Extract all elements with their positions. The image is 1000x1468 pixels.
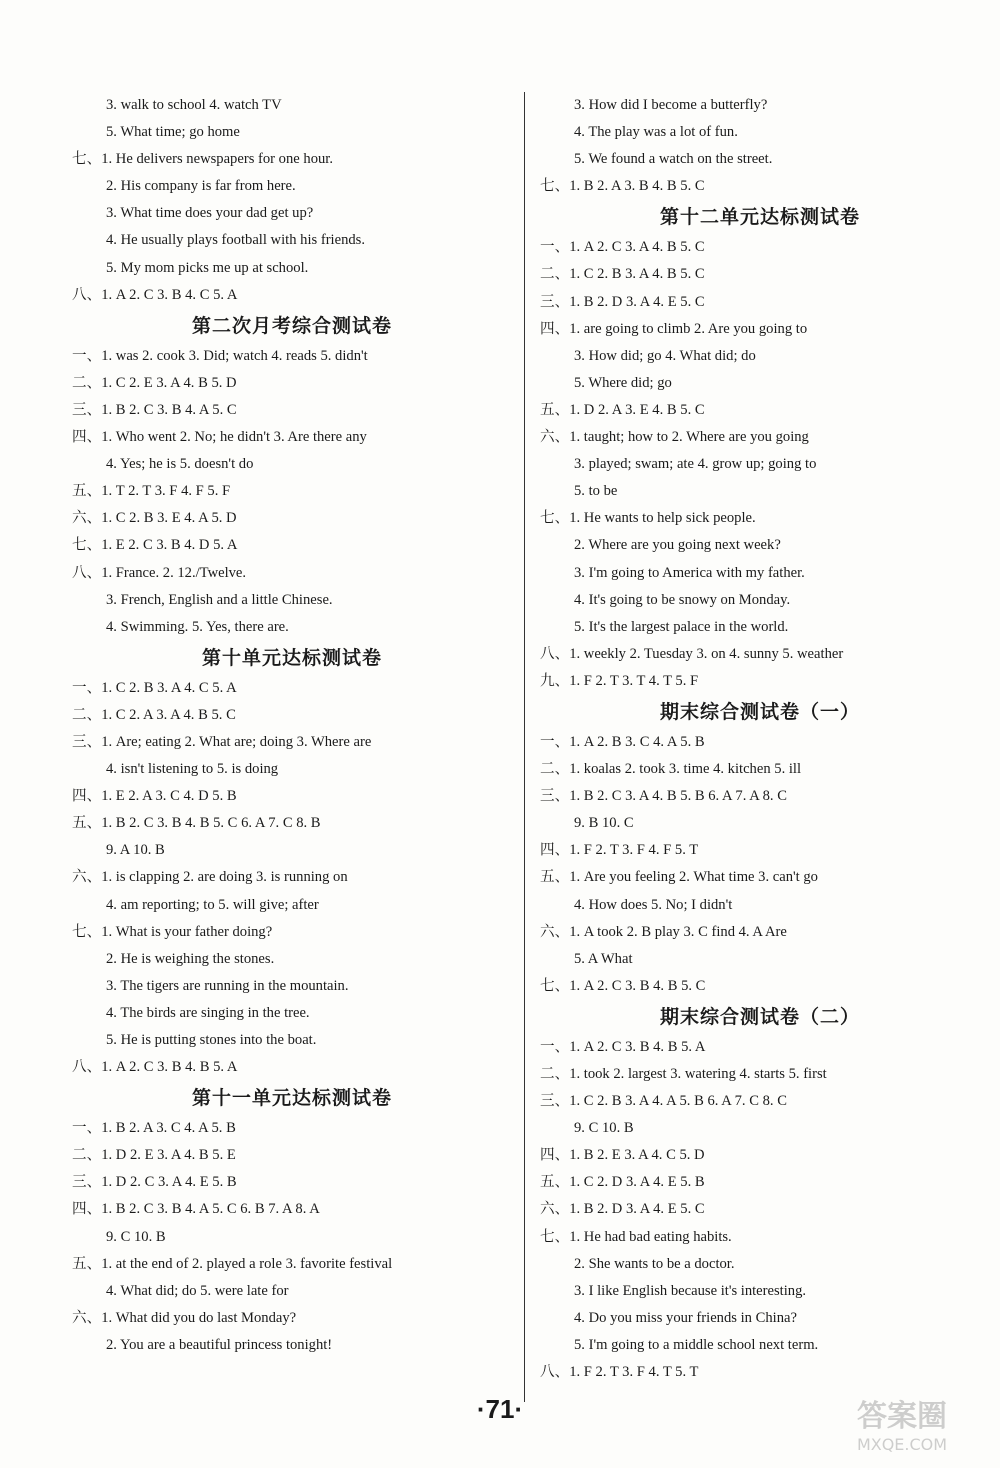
answer-line: 二、1. D 2. E 3. A 4. B 5. E <box>72 1147 236 1164</box>
answer-line: 2. His company is far from here. <box>106 178 296 195</box>
answer-line: 八、1. weekly 2. Tuesday 3. on 4. sunny 5. weather <box>540 645 844 662</box>
answer-line: 2. You are a beautiful princess tonight! <box>106 1336 333 1353</box>
section-heading: 期末综合测试卷（一） <box>659 700 860 723</box>
answer-line: 五、1. C 2. D 3. A 4. E 5. B <box>540 1174 705 1191</box>
answer-line: 四、1. F 2. T 3. F 4. F 5. T <box>540 842 699 859</box>
answer-line: 9. C 10. B <box>574 1120 634 1137</box>
answer-line: 七、1. What is your father doing? <box>72 923 273 940</box>
answer-line: 三、1. B 2. C 3. A 4. B 5. B 6. A 7. A 8. C <box>540 788 787 805</box>
watermark-text: 答案圈 <box>857 1399 947 1434</box>
answer-line: 五、1. T 2. T 3. F 4. F 5. F <box>72 483 231 500</box>
answer-line: 四、1. are going to climb 2. Are you going to <box>540 320 808 337</box>
answer-line: 3. I'm going to America with my father. <box>574 564 805 581</box>
answer-line: 3. How did I become a butterfly? <box>574 97 768 113</box>
answer-line: 七、1. A 2. C 3. B 4. B 5. C <box>540 977 706 994</box>
answer-line: 5. Where did; go <box>574 374 672 391</box>
answer-line: 八、1. F 2. T 3. F 4. T 5. T <box>540 1364 699 1381</box>
answer-line: 三、1. Are; eating 2. What are; doing 3. Where are <box>72 733 372 750</box>
answer-line: 5. What time; go home <box>106 124 240 141</box>
answer-line: 4. The birds are singing in the tree. <box>106 1004 310 1021</box>
answer-line: 4. Swimming. 5. Yes, there are. <box>106 618 289 635</box>
answer-line: 4. How does 5. No; I didn't <box>574 896 733 913</box>
answer-line: 2. He is weighing the stones. <box>106 950 275 967</box>
answer-line: 六、1. A took 2. B play 3. C find 4. A Are <box>540 923 787 940</box>
answer-line: 5. He is putting stones into the boat. <box>106 1032 317 1048</box>
answer-line: 五、1. Are you feeling 2. What time 3. can't go <box>540 869 818 886</box>
section-heading: 第十单元达标测试卷 <box>201 646 382 669</box>
answer-line: 3. The tigers are running in the mountain. <box>106 977 349 994</box>
answer-line: 4. am reporting; to 5. will give; after <box>106 896 319 913</box>
answer-line: 一、1. C 2. B 3. A 4. C 5. A <box>72 679 237 696</box>
answer-line: 六、1. B 2. D 3. A 4. E 5. C <box>540 1201 705 1218</box>
answer-line: 七、1. He wants to help sick people. <box>540 510 756 527</box>
answer-line: 六、1. What did you do last Monday? <box>72 1309 297 1326</box>
answer-line: 3. How did; go 4. What did; do <box>574 347 756 364</box>
answer-line: 二、1. koalas 2. took 3. time 4. kitchen 5. ill <box>540 761 802 778</box>
answer-line: 9. B 10. C <box>574 815 634 832</box>
answer-line: 一、1. was 2. cook 3. Did; watch 4. reads 5. didn't <box>72 347 368 364</box>
answer-line: 9. C 10. B <box>106 1228 166 1245</box>
answer-line: 3. walk to school 4. watch TV <box>106 97 282 113</box>
answer-line: 四、1. E 2. A 3. C 4. D 5. B <box>72 788 237 805</box>
column-divider <box>524 92 525 1402</box>
answer-line: 5. to be <box>574 483 618 500</box>
answer-line: 4. isn't listening to 5. is doing <box>106 761 279 778</box>
answer-line: 六、1. taught; how to 2. Where are you going <box>540 429 809 446</box>
answer-line: 一、1. A 2. C 3. A 4. B 5. C <box>540 239 705 256</box>
answer-line: 5. My mom picks me up at school. <box>106 259 309 276</box>
answer-line: 4. The play was a lot of fun. <box>574 124 738 141</box>
answer-line: 5. I'm going to a middle school next term. <box>574 1336 819 1353</box>
answer-line: 9. A 10. B <box>106 842 165 859</box>
answer-line: 五、1. D 2. A 3. E 4. B 5. C <box>540 401 705 418</box>
left-column <box>72 92 512 1359</box>
answer-line: 3. I like English because it's interesting. <box>574 1282 807 1299</box>
answer-line: 八、1. A 2. C 3. B 4. C 5. A <box>72 286 238 303</box>
answer-line: 三、1. B 2. D 3. A 4. E 5. C <box>540 293 705 310</box>
page-number: ·71· <box>476 1394 524 1424</box>
right-column <box>540 92 980 1386</box>
answer-line: 五、1. B 2. C 3. B 4. B 5. C 6. A 7. C 8. B <box>72 815 321 832</box>
answer-line: 九、1. F 2. T 3. T 4. T 5. F <box>540 672 699 689</box>
answer-line: 二、1. C 2. E 3. A 4. B 5. D <box>72 374 237 391</box>
watermark-logo <box>822 1388 982 1458</box>
answer-line: 二、1. took 2. largest 3. watering 4. starts 5. first <box>540 1066 827 1082</box>
answer-line: 三、1. B 2. C 3. B 4. A 5. C <box>72 401 237 418</box>
answer-line: 四、1. B 2. E 3. A 4. C 5. D <box>540 1147 705 1164</box>
answer-line: 4. Yes; he is 5. doesn't do <box>106 456 254 473</box>
section-heading: 第十一单元达标测试卷 <box>191 1087 392 1110</box>
answer-line: 5. It's the largest palace in the world. <box>574 618 789 635</box>
answer-line: 二、1. C 2. A 3. A 4. B 5. C <box>72 706 236 723</box>
answer-line: 3. played; swam; ate 4. grow up; going to <box>574 456 817 473</box>
answer-line: 六、1. C 2. B 3. E 4. A 5. D <box>72 510 237 527</box>
answer-line: 六、1. is clapping 2. are doing 3. is running on <box>72 869 348 886</box>
section-heading: 期末综合测试卷（二） <box>659 1005 860 1028</box>
answer-line: 一、1. A 2. B 3. C 4. A 5. B <box>540 733 705 750</box>
answer-line: 5. A What <box>574 950 633 967</box>
answer-line: 一、1. A 2. C 3. B 4. B 5. A <box>540 1038 706 1055</box>
answer-line: 5. We found a watch on the street. <box>574 151 773 168</box>
answer-line: 二、1. C 2. B 3. A 4. B 5. C <box>540 266 705 283</box>
watermark-sub: MXQE.COM <box>856 1435 948 1454</box>
answer-line: 3. French, English and a little Chinese. <box>106 591 333 608</box>
answer-line: 三、1. C 2. B 3. A 4. A 5. B 6. A 7. C 8. C <box>540 1093 787 1110</box>
answer-line: 一、1. B 2. A 3. C 4. A 5. B <box>72 1120 236 1137</box>
answer-line: 八、1. France. 2. 12./Twelve. <box>72 564 247 581</box>
answer-line: 七、1. He delivers newspapers for one hour. <box>72 151 333 168</box>
answer-line: 三、1. D 2. C 3. A 4. E 5. B <box>72 1174 237 1191</box>
answer-line: 2. She wants to be a doctor. <box>574 1255 735 1272</box>
answer-line: 四、1. B 2. C 3. B 4. A 5. C 6. B 7. A 8. A <box>72 1201 320 1218</box>
answer-line: 4. What did; do 5. were late for <box>106 1282 289 1299</box>
answer-line: 3. What time does your dad get up? <box>106 205 314 222</box>
section-heading: 第二次月考综合测试卷 <box>191 314 392 337</box>
answer-line: 五、1. at the end of 2. played a role 3. favorite festival <box>72 1255 393 1272</box>
answer-line: 四、1. Who went 2. No; he didn't 3. Are there any <box>72 429 367 446</box>
answer-line: 七、1. He had bad eating habits. <box>540 1228 732 1245</box>
answer-line: 八、1. A 2. C 3. B 4. B 5. A <box>72 1059 238 1076</box>
answer-line: 4. He usually plays football with his friends. <box>106 232 366 249</box>
answer-line: 4. It's going to be snowy on Monday. <box>574 591 791 608</box>
section-heading: 第十二单元达标测试卷 <box>659 206 860 229</box>
answer-line: 七、1. B 2. A 3. B 4. B 5. C <box>540 178 705 195</box>
answer-line: 4. Do you miss your friends in China? <box>574 1309 797 1326</box>
answer-line: 七、1. E 2. C 3. B 4. D 5. A <box>72 537 238 554</box>
answer-line: 2. Where are you going next week? <box>574 537 781 554</box>
